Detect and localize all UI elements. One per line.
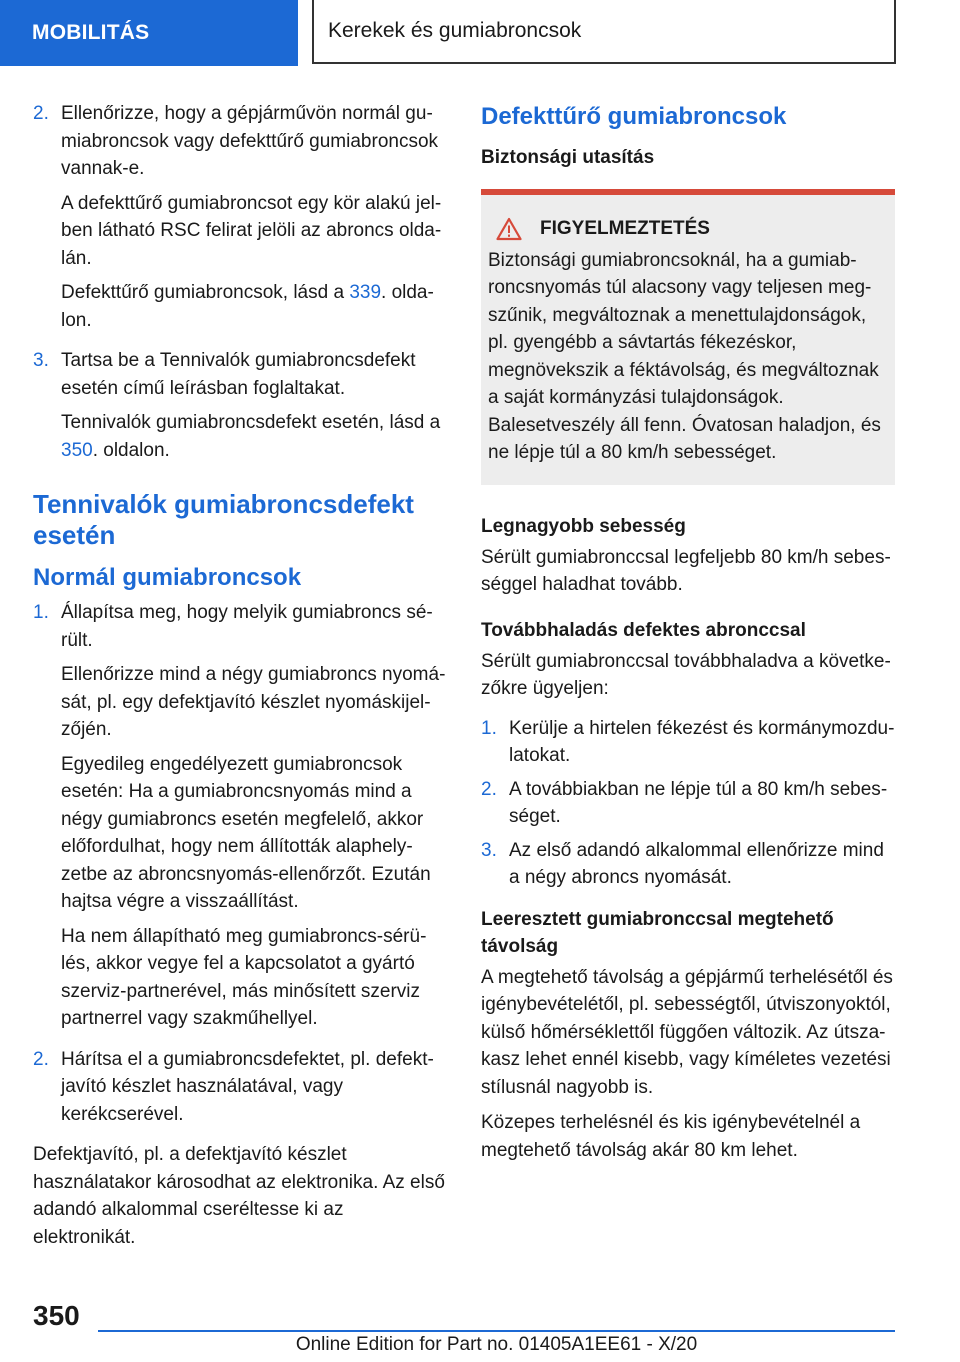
chapter-title: Kerekek és gumiabroncsok — [312, 0, 896, 64]
list-number: 2. — [33, 1048, 49, 1070]
footer-divider — [98, 1330, 895, 1332]
page-link[interactable]: 350 — [61, 439, 93, 461]
distance-title: Leeresztett gumiabronccsal megtehető távolság — [481, 908, 834, 957]
paragraph: A megtehető távolság a gépjármű terhelésétől és igénybevételétől, pl. sebességtől, útviszonyoktól, külső hőmérséklettől függően változik. Az útszakasz lehet ennél kisebb, vagy kíméletes vezetési stílusnál nagyobb is. — [481, 966, 893, 1098]
right-column — [481, 100, 895, 1172]
cross-reference — [61, 279, 446, 334]
reference-text: Defekttűrő gumiabroncsok, lásd a — [61, 282, 350, 303]
list-text: Az első adandó alkalommal ellenőrizze mind a négy abroncs nyomását. — [509, 839, 884, 888]
cross-reference — [61, 409, 446, 464]
closing-paragraph: Defektjavító, pl. a defektjavító készlet használatakor károsodhat az elektronika. Az első adandó alkalommal cseréltesse ki az elektronikát. — [33, 1144, 445, 1248]
paragraph: Tartsa be a Tennivalók gumiabroncsdefekt esetén című leírásban foglaltakat. — [61, 350, 416, 399]
paragraph: Sérült gumiabronccsal legfeljebb 80 km/h sebességgel haladhat tovább. — [481, 546, 891, 595]
list-number: 2. — [481, 778, 497, 800]
footer-edition: Online Edition for Part no. 01405A1EE61 - X/20 — [295, 1334, 698, 1355]
paragraph: Ellenőrizze mind a négy gumiabroncs nyomását, pl. egy defektjavító készlet nyomáskijelzőjén. — [61, 664, 446, 740]
reference-text: Tennivalók gumiabroncsdefekt esetén, lásd a — [61, 412, 441, 433]
paragraph: Ellenőrizze, hogy a gépjárművön normál gumiabroncsok vagy defekttűrő gumiabroncsok vannak-e. — [61, 103, 439, 179]
warning-label: FIGYELMEZTETÉS — [540, 218, 710, 239]
warning-box — [481, 189, 895, 485]
list-item — [481, 837, 895, 892]
page-number: 350 — [33, 1300, 80, 1331]
page-header — [0, 0, 960, 66]
list-number: 3. — [33, 350, 49, 371]
continue-title: Továbbhaladás defektes abronccsal — [481, 619, 806, 641]
paragraph: Állapítsa meg, hogy melyik gumiabroncs sérült. — [61, 602, 433, 651]
list-number: 1. — [481, 717, 497, 739]
max-speed-title: Legnagyobb sebesség — [481, 515, 686, 537]
list-item — [33, 100, 446, 341]
page-link[interactable]: 339 — [349, 282, 382, 303]
list-number: 3. — [481, 839, 497, 861]
list-text: A továbbiakban ne lépje túl a 80 km/h sebességet. — [509, 778, 888, 827]
list-item — [33, 599, 446, 1040]
warning-text: Biztonsági gumiabroncsoknál, ha a gumiabroncsnyomás túl alacsony vagy teljesen megszűnik, megváltoznak a menettulajdonságok, pl. gyengébb a sávtartás fékezéskor, megnövekszik a féktávolság, és megváltoznak a saját kormányzási tulajdonságok. Balesetveszély áll fenn. Óvatosan haladjon, és ne lépje túl a 80 km/h sebességet. — [488, 249, 881, 463]
paragraph: Ha nem állapítható meg gumiabroncs-sérülés, akkor vegye fel a kapcsolatot a gyártó szerviz-partnerével, más minősített szerviz partnerrel vagy szakműhellyel. — [61, 925, 427, 1029]
reference-text: . oldalon. — [92, 439, 170, 461]
left-column — [33, 100, 446, 1259]
safety-title: Biztonsági utasítás — [481, 147, 655, 168]
warning-triangle-icon — [496, 217, 522, 241]
paragraph: Sérült gumiabronccsal továbbhaladva a következőkre ügyeljen: — [481, 650, 891, 699]
section-tab: MOBILITÁS — [0, 0, 298, 66]
section-heading: Tennivalók gumiabroncsdefekt esetén — [33, 489, 414, 550]
paragraph: Közepes terhelésnél és kis igénybevételnél a megtehető távolság akár 80 km lehet. — [481, 1112, 861, 1161]
list-item — [481, 776, 895, 831]
list-item — [33, 347, 446, 471]
reference-text: . oldalon. — [61, 282, 434, 331]
list-number: 1. — [33, 602, 49, 623]
paragraph: Egyedileg engedélyezett gumiabroncsok esetén: Ha a gumiabroncsnyomás mind a négy gumiabroncs esetén megfelelő, akkor előfordulhat, hogy nem állították alaphelyzetbe az abroncsnyomás-ellenőrzőt. Ezután hajtsa végre a visszaállítást. — [61, 753, 431, 912]
paragraph: A defekttűrő gumiabroncsot egy kör alakú jelben látható RSC felirat jelöli az abroncs oldalán. — [61, 192, 442, 269]
list-item — [481, 715, 895, 770]
list-text: Kerülje a hirtelen fékezést és kormánymozdulatokat. — [509, 717, 895, 766]
subsection-heading: Normál gumiabroncsok — [33, 564, 302, 591]
section-heading: Defekttűrő gumiabroncsok — [481, 103, 787, 130]
paragraph: Hárítsa el a gumiabroncsdefektet, pl. defektjavító készlet használatával, vagy kerékcserével. — [61, 1048, 434, 1125]
list-item — [33, 1046, 446, 1136]
list-number: 2. — [33, 103, 49, 124]
warning-header — [488, 215, 887, 243]
